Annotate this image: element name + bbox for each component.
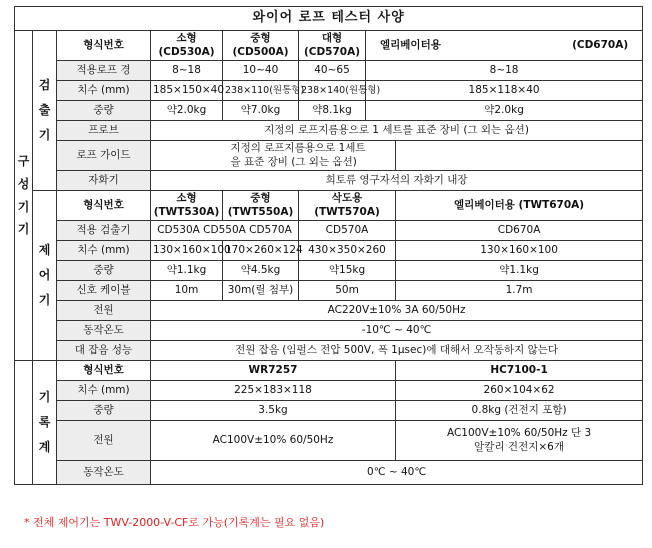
detector-model-elevator <box>366 31 643 61</box>
detector-rope-label: 적용로프 경 <box>57 61 151 81</box>
spec-table <box>14 6 643 485</box>
detector-weight-small: 약2.0kg <box>151 101 223 121</box>
detector-size-label: 치수 (mm) <box>57 81 151 101</box>
detector-model-small: 소형 (CD530A) <box>151 31 223 61</box>
rope-guide-label: 로프 가이드 <box>57 141 151 171</box>
magnetizer-value: 희토류 영구자석의 자화기 내장 <box>151 171 643 191</box>
rope-guide-value: 지정의 로프지름용으로 1세트 을 표준 장비 (그 외는 옵션) <box>223 141 396 171</box>
detector-size-large: 238×140(원통형) <box>299 81 366 101</box>
controller-detector-elevator: CD670A <box>396 221 643 241</box>
table-title: 와이어 로프 테스터 사양 <box>15 7 643 31</box>
detector-size-medium: 238×110(원통형) <box>223 81 299 101</box>
detector-rope-small: 8~18 <box>151 61 223 81</box>
controller-model-label: 형식번호 <box>57 191 151 221</box>
detector-model-large: 대형 (CD570A) <box>299 31 366 61</box>
controller-size-label: 치수 (mm) <box>57 241 151 261</box>
recorder-model-hc: HC7100-1 <box>396 361 643 381</box>
group-label-recorder: 기 록 계 <box>33 361 57 485</box>
controller-weight-ropeway: 약15kg <box>299 261 396 281</box>
recorder-outer-blank-2 <box>15 381 33 485</box>
controller-noise-label: 대 잡음 성능 <box>57 341 151 361</box>
controller-temp-label: 동작온도 <box>57 321 151 341</box>
recorder-size-hc: 260×104×62 <box>396 381 643 401</box>
footnote: * 전체 제어기는 TWV-2000-V-CF로 가능(기록계는 필요 없음) <box>24 516 325 529</box>
recorder-model-wr: WR7257 <box>151 361 396 381</box>
detector-elevator-code: (CD670A) <box>572 38 629 51</box>
detector-weight-large: 약8.1kg <box>299 101 366 121</box>
controller-cable-label: 신호 케이블 <box>57 281 151 301</box>
recorder-outer-blank <box>15 361 33 381</box>
controller-detector-label: 적용 검출기 <box>57 221 151 241</box>
controller-cable-small: 10m <box>151 281 223 301</box>
group-label-components: 구 성 기 기 <box>15 31 33 361</box>
controller-size-medium: 170×260×124 <box>223 241 299 261</box>
controller-model-ropeway: 삭도용 (TWT570A) <box>299 191 396 221</box>
controller-temp-value: -10℃ ~ 40℃ <box>151 321 643 341</box>
detector-model-medium: 중형 (CD500A) <box>223 31 299 61</box>
recorder-temp-label: 동작온도 <box>57 461 151 485</box>
recorder-power-hc: AC100V±10% 60/50Hz 단 3 알칼리 건전지×6개 <box>396 421 643 461</box>
controller-model-small: 소형 (TWT530A) <box>151 191 223 221</box>
controller-model-elevator: 엘리베이터용 (TWT670A) <box>396 191 643 221</box>
probe-value: 지정의 로프지름용으로 1 세트를 표준 장비 (그 외는 옵션) <box>151 121 643 141</box>
detector-weight-medium: 약7.0kg <box>223 101 299 121</box>
controller-power-label: 전원 <box>57 301 151 321</box>
detector-weight-elevator: 약2.0kg <box>366 101 643 121</box>
detector-rope-large: 40~65 <box>299 61 366 81</box>
recorder-weight-wr: 3.5kg <box>151 401 396 421</box>
recorder-size-label: 치수 (mm) <box>57 381 151 401</box>
group-label-controller: 제 어 기 <box>33 191 57 361</box>
controller-detector-ropeway: CD570A <box>299 221 396 241</box>
controller-size-ropeway: 430×350×260 <box>299 241 396 261</box>
controller-cable-medium: 30m(릴 첨부) <box>223 281 299 301</box>
controller-size-small: 130×160×100 <box>151 241 223 261</box>
controller-size-elevator: 130×160×100 <box>396 241 643 261</box>
detector-size-elevator: 185×118×40 <box>366 81 643 101</box>
controller-power-value: AC220V±10% 3A 60/50Hz <box>151 301 643 321</box>
detector-model-label: 형식번호 <box>57 31 151 61</box>
rope-guide-blank-bottom <box>396 156 643 171</box>
rope-guide-spacer <box>151 141 223 171</box>
controller-weight-medium: 약4.5kg <box>223 261 299 281</box>
controller-weight-label: 중량 <box>57 261 151 281</box>
controller-cable-elevator: 1.7m <box>396 281 643 301</box>
controller-weight-small: 약1.1kg <box>151 261 223 281</box>
recorder-power-label: 전원 <box>57 421 151 461</box>
group-label-detector: 검 출 기 <box>33 31 57 191</box>
probe-label: 프로브 <box>57 121 151 141</box>
detector-size-small: 185×150×40 <box>151 81 223 101</box>
controller-cable-ropeway: 50m <box>299 281 396 301</box>
detector-rope-elevator: 8~18 <box>366 61 643 81</box>
controller-weight-elevator: 약1.1kg <box>396 261 643 281</box>
rope-guide-blank-top <box>396 141 643 156</box>
recorder-weight-hc: 0.8kg (건전지 포함) <box>396 401 643 421</box>
detector-rope-medium: 10~40 <box>223 61 299 81</box>
recorder-model-label: 형식번호 <box>57 361 151 381</box>
recorder-temp-value: 0℃ ~ 40℃ <box>151 461 643 485</box>
magnetizer-label: 자화기 <box>57 171 151 191</box>
detector-weight-label: 중량 <box>57 101 151 121</box>
controller-model-medium: 중형 (TWT550A) <box>223 191 299 221</box>
detector-elevator-name: 엘리베이터용 <box>380 38 441 51</box>
controller-noise-value: 전원 잡음 (임펄스 전압 500V, 폭 1μsec)에 대해서 오작동하지 않는다 <box>151 341 643 361</box>
recorder-size-wr: 225×183×118 <box>151 381 396 401</box>
recorder-weight-label: 중량 <box>57 401 151 421</box>
recorder-power-wr: AC100V±10% 60/50Hz <box>151 421 396 461</box>
controller-detector-small-medium: CD530A CD550A CD570A <box>151 221 299 241</box>
